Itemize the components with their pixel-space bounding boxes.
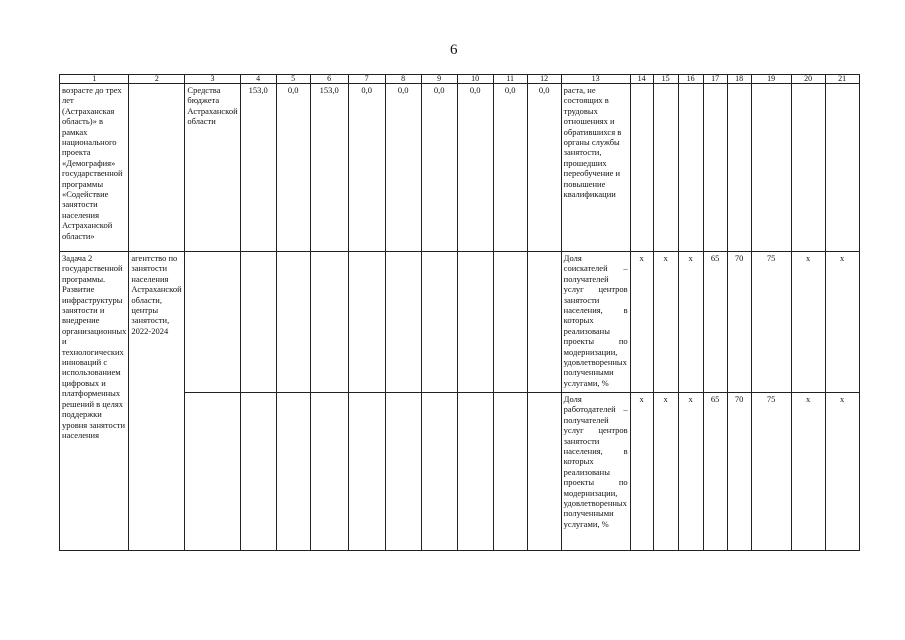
funding-source-cell: Средства бюджета Астраханской области	[185, 84, 240, 252]
header-cell: 13	[561, 75, 630, 84]
value-cell: 153,0	[240, 84, 276, 252]
header-cell: 8	[385, 75, 421, 84]
value-cell: 0,0	[276, 84, 310, 252]
empty-cell	[385, 252, 421, 393]
value-cell: x	[630, 393, 653, 551]
value-cell: 65	[703, 252, 727, 393]
value-cell: x	[653, 252, 678, 393]
value-cell: 0,0	[493, 84, 527, 252]
empty-cell	[527, 393, 561, 551]
empty-cell	[703, 84, 727, 252]
empty-cell	[240, 252, 276, 393]
empty-cell	[421, 393, 457, 551]
empty-cell	[653, 84, 678, 252]
empty-cell	[310, 393, 348, 551]
value-cell: 153,0	[310, 84, 348, 252]
value-cell: 0,0	[421, 84, 457, 252]
header-cell: 20	[791, 75, 825, 84]
header-cell: 19	[751, 75, 791, 84]
value-cell: x	[678, 393, 703, 551]
value-cell: 70	[727, 393, 751, 551]
header-cell: 6	[310, 75, 348, 84]
header-cell: 21	[825, 75, 859, 84]
value-cell: 70	[727, 252, 751, 393]
value-cell: 0,0	[385, 84, 421, 252]
indicator-cell: Доля работодателей – получателей услуг центров занятости населения, в которых реализованы проекты по модернизации, удовлетворенных полученными услугами, %	[561, 393, 630, 551]
value-cell: x	[791, 393, 825, 551]
empty-cell	[185, 393, 240, 551]
empty-cell	[791, 84, 825, 252]
header-cell: 12	[527, 75, 561, 84]
empty-cell	[457, 252, 493, 393]
task-name-cell: Задача 2 государственной программы. Развитие инфраструктуры занятости и внедрение организационных и технологических инноваций с использованием цифровых и платформенных решений в целях поддержки уровня занятости населения	[60, 252, 129, 551]
value-cell: x	[791, 252, 825, 393]
header-cell: 1	[60, 75, 129, 84]
header-cell: 16	[678, 75, 703, 84]
value-cell: 75	[751, 393, 791, 551]
indicator-cell: раста, не состоящих в трудовых отношениях и обратившихся в органы службы занятости, прошедших переобучение и повышение квалификации	[561, 84, 630, 252]
empty-cell	[348, 393, 385, 551]
value-cell: x	[825, 252, 859, 393]
header-cell: 15	[653, 75, 678, 84]
table-row	[60, 252, 860, 393]
empty-cell	[421, 252, 457, 393]
header-cell: 9	[421, 75, 457, 84]
header-cell: 7	[348, 75, 385, 84]
program-table	[59, 74, 860, 551]
empty-cell	[240, 393, 276, 551]
header-cell: 4	[240, 75, 276, 84]
page-number: 6	[450, 42, 458, 58]
indicator-cell: Доля соискателей – получателей услуг центров занятости населения, в которых реализованы проекты по модернизации, удовлетворенных полученными услугами, %	[561, 252, 630, 393]
header-row	[60, 75, 860, 84]
value-cell: x	[825, 393, 859, 551]
value-cell: 0,0	[457, 84, 493, 252]
table-row	[60, 84, 860, 252]
header-cell: 10	[457, 75, 493, 84]
empty-cell	[630, 84, 653, 252]
empty-cell	[493, 393, 527, 551]
header-cell: 5	[276, 75, 310, 84]
empty-cell	[751, 84, 791, 252]
activity-name-cell: возрасте до трех лет (Астраханская область)» в рамках национального проекта «Демография» государственной программы «Содействие занятости населения Астраханской области»	[60, 84, 129, 252]
value-cell: x	[678, 252, 703, 393]
header-cell: 11	[493, 75, 527, 84]
empty-cell	[678, 84, 703, 252]
empty-cell	[727, 84, 751, 252]
header-cell: 17	[703, 75, 727, 84]
value-cell: 65	[703, 393, 727, 551]
empty-cell	[457, 393, 493, 551]
value-cell: 0,0	[527, 84, 561, 252]
empty-cell	[276, 393, 310, 551]
empty-cell	[348, 252, 385, 393]
executor-cell	[129, 84, 185, 252]
value-cell: x	[630, 252, 653, 393]
value-cell: x	[653, 393, 678, 551]
empty-cell	[527, 252, 561, 393]
empty-cell	[493, 252, 527, 393]
header-cell: 3	[185, 75, 240, 84]
value-cell: 0,0	[348, 84, 385, 252]
empty-cell	[310, 252, 348, 393]
empty-cell	[185, 252, 240, 393]
empty-cell	[825, 84, 859, 252]
value-cell: 75	[751, 252, 791, 393]
header-cell: 18	[727, 75, 751, 84]
header-cell: 14	[630, 75, 653, 84]
empty-cell	[276, 252, 310, 393]
header-cell: 2	[129, 75, 185, 84]
executor-cell: агентство по занятости населения Астраханской области, центры занятости, 2022-2024	[129, 252, 185, 551]
empty-cell	[385, 393, 421, 551]
